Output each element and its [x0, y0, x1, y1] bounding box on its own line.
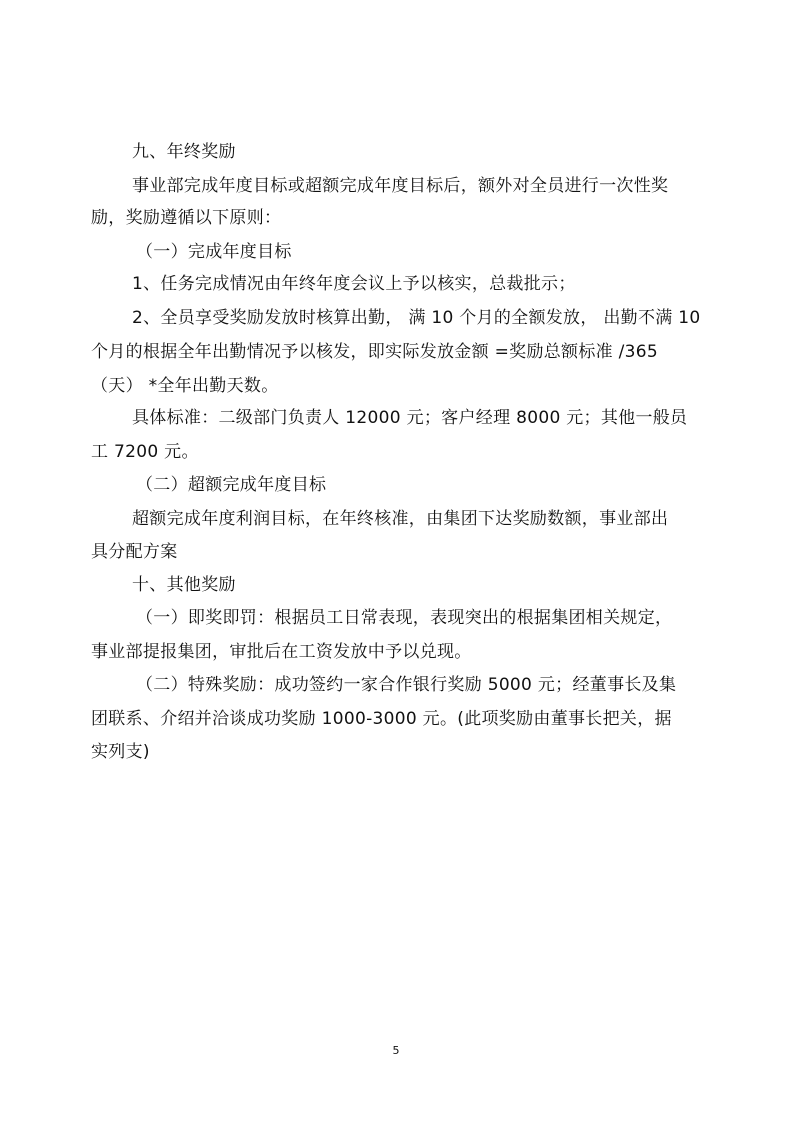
section-heading-other-bonus: 十、其他奖励: [132, 575, 236, 595]
paragraph-line: （天） *全年出勤天数。: [91, 376, 279, 396]
paragraph-line: 励，奖励遵循以下原则：: [91, 208, 282, 228]
page-number: 5: [392, 1044, 400, 1057]
subsection-heading-annual-target: （一）完成年度目标: [136, 242, 292, 262]
paragraph-line: （二）特殊奖励：成功签约一家合作银行奖励 5000 元；经董事长及集: [136, 675, 677, 695]
paragraph-line: 具体标准：二级部门负责人 12000 元；客户经理 8000 元；其他一般员: [132, 408, 688, 428]
paragraph-line: 个月的根据全年出勤情况予以核发，即实际发放金额 =奖励总额标准 /365: [91, 342, 659, 362]
paragraph-line: 事业部提报集团，审批后在工资发放中予以兑现。: [91, 642, 472, 662]
paragraph-line: （一）即奖即罚：根据员工日常表现，表现突出的根据集团相关规定，: [136, 608, 673, 628]
list-item: 1、任务完成情况由年终年度会议上予以核实，总裁批示；: [132, 274, 576, 294]
list-item: 2、全员享受奖励发放时核算出勤， 满 10 个月的全额发放， 出勤不满 10: [132, 308, 701, 328]
paragraph-line: 具分配方案: [91, 542, 178, 562]
paragraph-line: 实列支): [91, 742, 150, 762]
paragraph-line: 工 7200 元。: [91, 442, 199, 462]
section-heading-year-end-bonus: 九、年终奖励: [132, 142, 236, 162]
paragraph-line: 超额完成年度利润目标，在年终核准，由集团下达奖励数额，事业部出: [132, 509, 669, 529]
subsection-heading-exceed-target: （二）超额完成年度目标: [136, 475, 327, 495]
paragraph-line: 团联系、介绍并洽谈成功奖励 1000-3000 元。(此项奖励由董事长把关，据: [91, 709, 672, 729]
paragraph-line: 事业部完成年度目标或超额完成年度目标后，额外对全员进行一次性奖: [132, 176, 669, 196]
